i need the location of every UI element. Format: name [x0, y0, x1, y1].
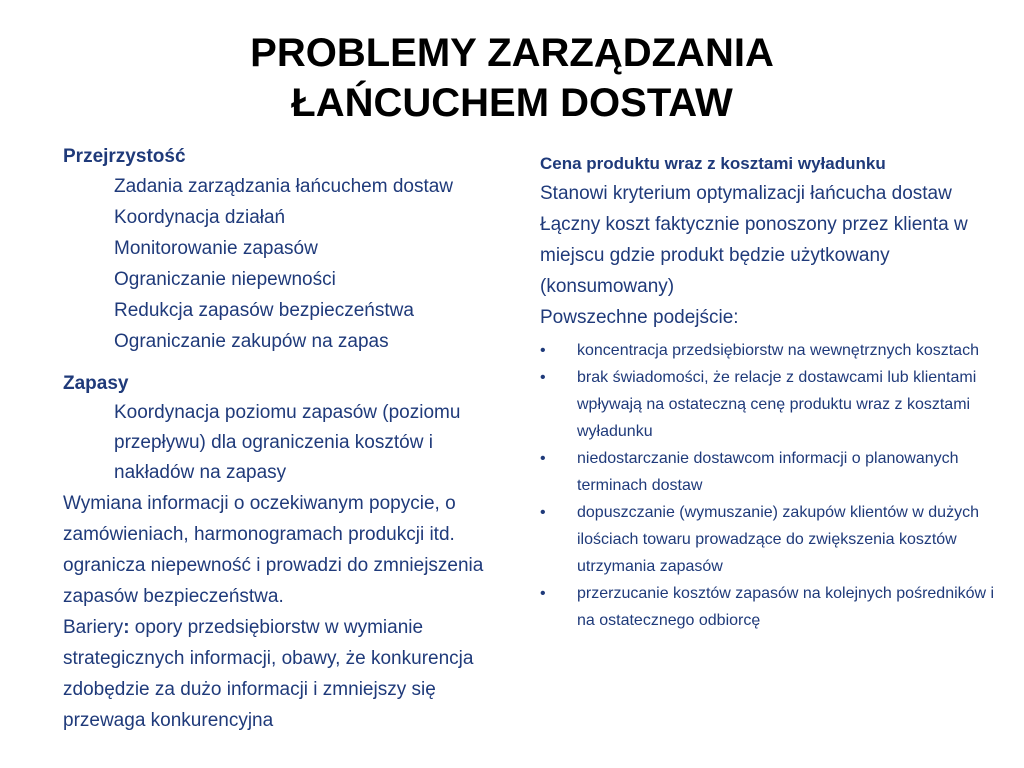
bullet-item	[540, 337, 1000, 364]
bullet-dot: •	[540, 342, 546, 359]
slide-title-line-1: PROBLEMY ZARZĄDZANIA	[250, 31, 774, 75]
bullet-item	[540, 499, 1000, 580]
barriers-text: opory przedsiębiorstw w wymianie strategicznych informacji, obawy, że konkurencja zdobędzie za dużo informacji i zmniejszy się przewaga konkurencyjna	[63, 617, 474, 731]
section-heading-transparency: Przejrzystość	[63, 146, 186, 167]
transparency-item: Redukcja zapasów bezpieczeństwa	[114, 300, 414, 321]
barriers-paragraph	[63, 612, 508, 736]
bullet-dot: •	[540, 504, 546, 521]
price-criterion-paragraph: Stanowi kryterium optymalizacji łańcucha dostaw	[540, 183, 952, 204]
transparency-item: Koordynacja działań	[114, 207, 286, 228]
transparency-item: Ograniczanie zakupów na zapas	[114, 331, 389, 352]
transparency-list	[114, 171, 508, 357]
common-approach-label: Powszechne podejście:	[540, 307, 739, 328]
bullet-dot: •	[540, 585, 546, 602]
transparency-item: Monitorowanie zapasów	[114, 238, 318, 259]
left-column	[63, 143, 508, 736]
transparency-item: Ograniczanie niepewności	[114, 269, 336, 290]
bullet-item	[540, 364, 1000, 445]
bullet-text: dopuszczanie (wymuszanie) zakupów klientów w dużych ilościach towaru prowadzące do zwiększenia kosztów utrzymania zapasów	[577, 504, 979, 575]
bullet-text: brak świadomości, że relacje z dostawcami lub klientami wpływają na ostateczną cenę produktu wraz z kosztami wyładunku	[577, 369, 977, 440]
bullet-item	[540, 445, 1000, 499]
information-exchange-paragraph: Wymiana informacji o oczekiwanym popycie, o zamówieniach, harmonogramach produkcji itd. ogranicza niepewność i prowadzi do zmniejszenia zapasów bezpieczeństwa.	[63, 493, 484, 607]
section-heading-price: Cena produktu wraz z kosztami wyładunku	[540, 154, 886, 173]
bullet-text: niedostarczanie dostawcom informacji o planowanych terminach dostaw	[577, 450, 959, 494]
common-approach-bullets	[540, 337, 1000, 634]
inventory-coordination-text: Koordynacja poziomu zapasów (poziomu przepływu) dla ograniczenia kosztów i nakładów na zapasy	[114, 402, 461, 483]
bullet-dot: •	[540, 369, 546, 386]
bullet-dot: •	[540, 450, 546, 467]
bullet-text: przerzucanie kosztów zapasów na kolejnych pośredników i na ostatecznego odbiorcę	[577, 585, 995, 629]
transparency-item: Zadania zarządzania łańcuchem dostaw	[114, 176, 454, 197]
bullet-item	[540, 580, 1000, 634]
barriers-colon: :	[123, 617, 130, 638]
bullet-text: koncentracja przedsiębiorstw na wewnętrznych kosztach	[577, 342, 979, 359]
total-cost-paragraph: Łączny koszt faktycznie ponoszony przez klienta w miejscu gdzie produkt będzie użytkowany (konsumowany)	[540, 214, 968, 297]
slide-title-line-2: ŁAŃCUCHEM DOSTAW	[291, 81, 733, 125]
barriers-label: Bariery	[63, 617, 124, 638]
right-column	[540, 150, 1000, 634]
section-heading-inventory: Zapasy	[63, 373, 129, 394]
slide-title	[0, 28, 1024, 128]
